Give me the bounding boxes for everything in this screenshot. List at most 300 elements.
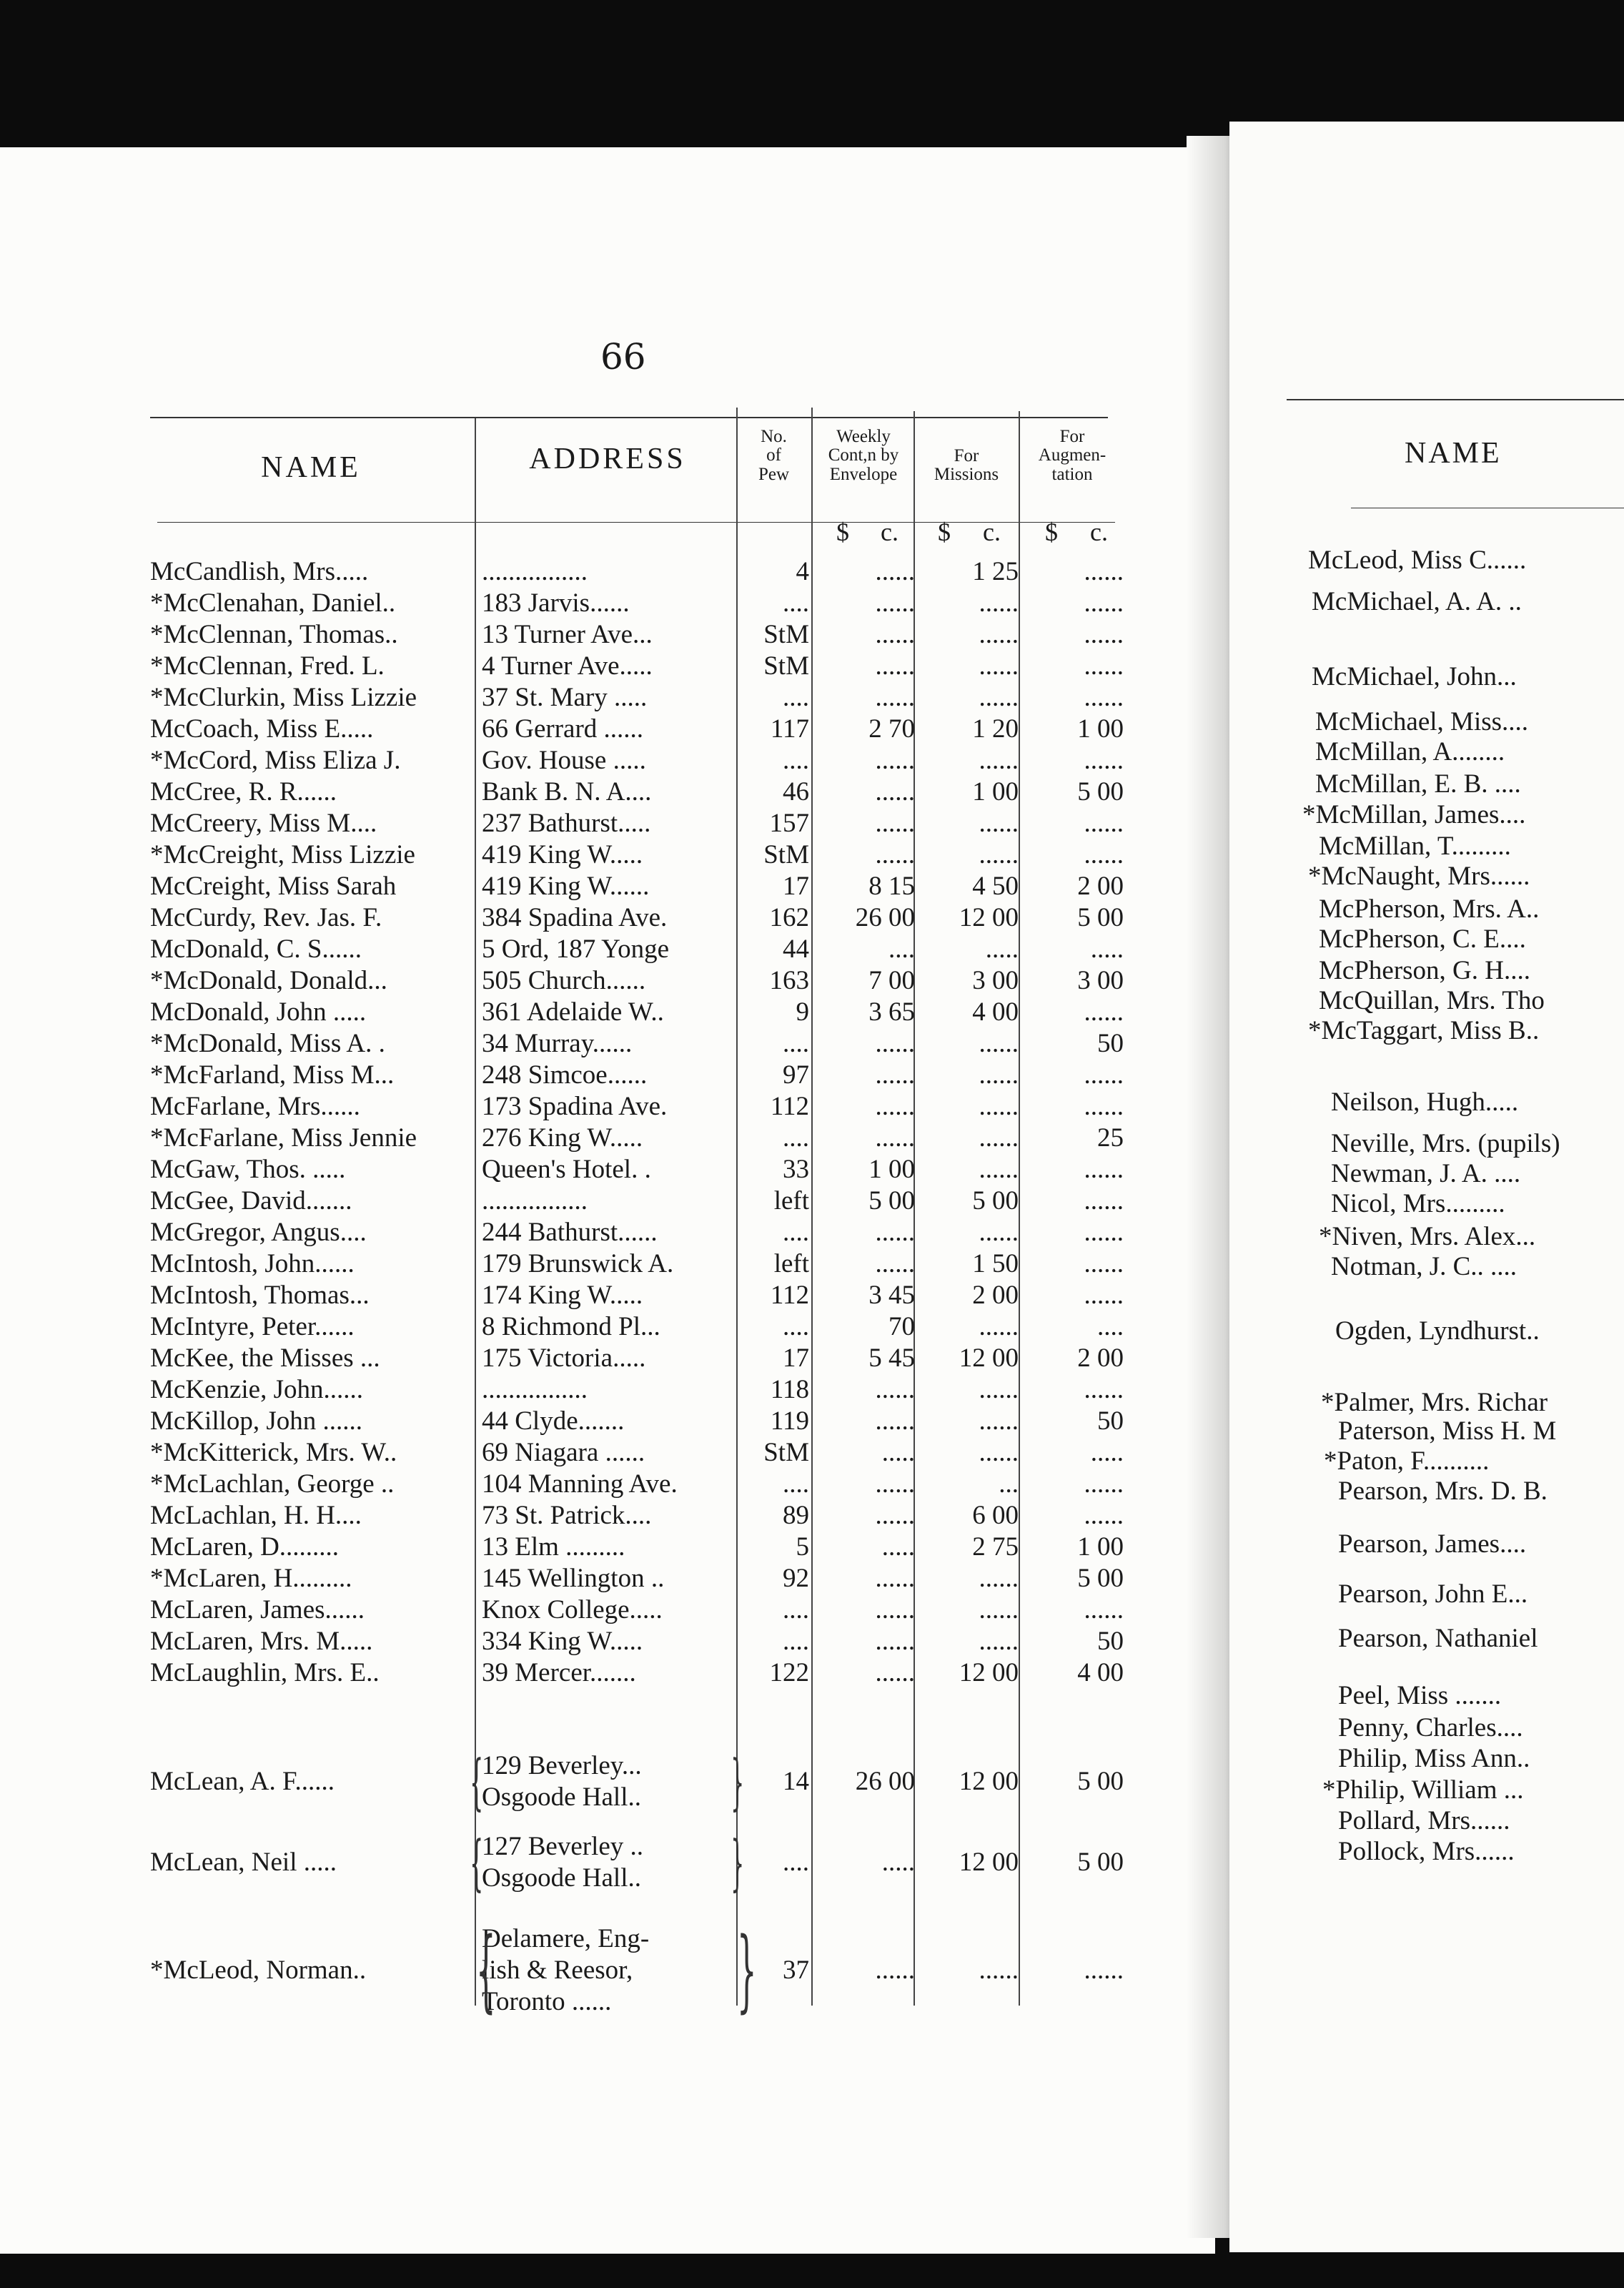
table-row: [0, 1406, 1215, 1437]
currency-cents: c.: [983, 518, 1001, 546]
cell-address: 44 Clyde.......: [482, 1406, 625, 1436]
cell-name: *McClurkin, Miss Lizzie: [150, 683, 417, 712]
cell-aug: .....: [1090, 935, 1124, 964]
cell-aug: ......: [1084, 651, 1124, 681]
left-brace: {: [470, 1828, 484, 1898]
table-row: [0, 839, 1215, 871]
cell-aug: 50: [1097, 1627, 1124, 1656]
cell-aug: ......: [1084, 746, 1124, 775]
right-list-item: Pollock, Mrs......: [1338, 1837, 1515, 1866]
cell-address: 69 Niagara ......: [482, 1438, 645, 1467]
table-row: [0, 1500, 1215, 1532]
left-brace: {: [470, 1747, 484, 1817]
page-number: 66: [600, 336, 646, 378]
cell-pew: StM: [763, 1438, 809, 1467]
cell-missions: ......: [979, 1956, 1019, 1985]
cell-missions: ......: [979, 746, 1019, 775]
cell-aug: ......: [1084, 1155, 1124, 1184]
cell-address: 183 Jarvis......: [482, 588, 630, 618]
cell-pew: ....: [783, 683, 809, 712]
cell-missions: 12 00: [959, 903, 1019, 932]
cell-name: McKillop, John ......: [150, 1406, 363, 1436]
right-list-item: Ogden, Lyndhurst..: [1335, 1316, 1540, 1346]
cell-missions: 3 00: [972, 966, 1019, 995]
cell-missions: ......: [979, 1312, 1019, 1341]
cell-address: Delamere, Eng-: [482, 1924, 650, 1953]
cell-weekly: ......: [875, 1375, 915, 1404]
right-list-item: McMillan, T.........: [1319, 832, 1511, 861]
cell-name: McIntosh, Thomas...: [150, 1281, 370, 1310]
cell-address: 419 King W.....: [482, 840, 643, 869]
table-row: [0, 808, 1215, 839]
right-list-item: Neville, Mrs. (pupils): [1331, 1129, 1560, 1158]
table-row: [0, 588, 1215, 619]
table-row: [0, 1154, 1215, 1185]
table-row: [0, 776, 1215, 808]
header-top-rule: [150, 417, 1108, 418]
cell-missions: 6 00: [972, 1501, 1019, 1530]
table-row: [0, 1248, 1215, 1280]
cell-missions: 2 00: [972, 1281, 1019, 1310]
cell-missions: ......: [979, 840, 1019, 869]
address-line: [0, 1782, 1215, 1813]
cell-address: Gov. House .....: [482, 746, 646, 775]
right-list-item: *McNaught, Mrs......: [1308, 862, 1530, 891]
table-row: [0, 934, 1215, 965]
cell-pew: ....: [783, 1627, 809, 1656]
header-pew: No. of Pew: [758, 427, 790, 484]
cell-aug: ......: [1084, 1186, 1124, 1216]
cell-pew: 5: [796, 1532, 809, 1562]
cell-name: McDonald, C. S......: [150, 935, 362, 964]
cell-address: 4 Turner Ave.....: [482, 651, 653, 681]
right-list-item: McMichael, John...: [1312, 662, 1517, 691]
cell-pew: ....: [783, 746, 809, 775]
cell-name: McLean, A. F......: [150, 1767, 335, 1796]
table-row: [0, 1469, 1215, 1500]
cell-pew: 14: [783, 1767, 809, 1796]
cell-address: Bank B. N. A....: [482, 777, 652, 807]
cell-missions: 12 00: [959, 1767, 1019, 1796]
cell-aug: 2 00: [1077, 872, 1124, 901]
cell-pew: 119: [770, 1406, 809, 1436]
cell-pew: StM: [763, 620, 809, 649]
cell-pew: ....: [783, 1595, 809, 1624]
cell-missions: 5 00: [972, 1186, 1019, 1216]
cell-name: McGee, David.......: [150, 1186, 352, 1216]
cell-name: McFarlane, Mrs......: [150, 1092, 360, 1121]
cell-name: *McDonald, Miss A. .: [150, 1029, 385, 1058]
cell-address: 276 King W.....: [482, 1123, 643, 1153]
cell-weekly: 26 00: [855, 1767, 915, 1796]
cell-aug: 5 00: [1077, 777, 1124, 807]
cell-pew: ....: [783, 1469, 809, 1499]
left-brace: {: [475, 1918, 496, 2022]
cell-address: 334 King W.....: [482, 1627, 643, 1656]
cell-missions: ...: [999, 1469, 1019, 1499]
table-row: [0, 1028, 1215, 1060]
cell-pew: 118: [770, 1375, 809, 1404]
cell-weekly: ......: [875, 746, 915, 775]
table-row: [0, 1374, 1215, 1406]
cell-weekly: ......: [875, 620, 915, 649]
cell-name: McIntyre, Peter......: [150, 1312, 355, 1341]
cell-name: McGaw, Thos. .....: [150, 1155, 346, 1184]
cell-address: 13 Elm .........: [482, 1532, 625, 1562]
cell-address: lish & Reesor,: [482, 1956, 633, 1985]
cell-name: McLaren, James......: [150, 1595, 365, 1624]
cell-pew: ....: [783, 1218, 809, 1247]
cell-pew: 122: [769, 1658, 809, 1687]
right-list-item: Nicol, Mrs.........: [1331, 1189, 1505, 1218]
right-list-item: McMillan, E. B. ....: [1315, 769, 1521, 799]
address-line: [0, 1986, 1215, 2018]
cell-address: 248 Simcoe......: [482, 1060, 648, 1090]
cell-missions: ......: [979, 1375, 1019, 1404]
currency-cents: c.: [881, 518, 898, 546]
cell-weekly: ......: [875, 1123, 915, 1153]
cell-aug: 5 00: [1077, 1848, 1124, 1877]
cell-aug: ....: [1097, 1312, 1124, 1341]
cell-address: Knox College.....: [482, 1595, 663, 1624]
cell-weekly: ....: [888, 935, 915, 964]
cell-weekly: ......: [875, 1658, 915, 1687]
cell-weekly: ......: [875, 1469, 915, 1499]
cell-pew: 117: [770, 714, 809, 744]
cell-missions: ......: [979, 588, 1019, 618]
cell-weekly: ......: [875, 1564, 915, 1593]
right-list-item: Pearson, Nathaniel: [1338, 1624, 1538, 1653]
right-list-item: McLeod, Miss C......: [1308, 546, 1527, 575]
cell-weekly: ......: [875, 651, 915, 681]
cell-name: McKee, the Misses ...: [150, 1343, 380, 1373]
right-list-item: McQuillan, Mrs. Tho: [1319, 986, 1545, 1015]
cell-pew: ....: [783, 1123, 809, 1153]
right-list-item: McMillan, A........: [1315, 737, 1505, 766]
cell-weekly: ......: [875, 840, 915, 869]
cell-aug: 1 00: [1077, 714, 1124, 744]
right-brace: }: [731, 1828, 745, 1898]
cell-pew: 112: [770, 1281, 809, 1310]
cell-name: McCree, R. R......: [150, 777, 337, 807]
right-list-item: Paterson, Miss H. M: [1338, 1416, 1557, 1446]
cell-address: ................: [482, 1186, 588, 1216]
cell-pew: 33: [783, 1155, 809, 1184]
right-list-item: McPherson, Mrs. A..: [1319, 894, 1540, 924]
cell-aug: 5 00: [1077, 903, 1124, 932]
table-row: [0, 1091, 1215, 1123]
header-bottom-rule: [157, 522, 1115, 523]
cell-name: *McFarlane, Miss Jennie: [150, 1123, 417, 1153]
cell-pew: 44: [783, 935, 809, 964]
cell-missions: 1 20: [972, 714, 1019, 744]
cell-aug: ......: [1084, 557, 1124, 586]
cell-weekly: ......: [875, 1956, 915, 1985]
cell-missions: 1 50: [972, 1249, 1019, 1278]
header-name: NAME: [261, 451, 361, 484]
table-row: [0, 1594, 1215, 1626]
cell-weekly: 2 70: [868, 714, 915, 744]
cell-address: Osgoode Hall..: [482, 1782, 641, 1812]
cell-address: 237 Bathurst.....: [482, 809, 651, 838]
cell-weekly: ......: [875, 1218, 915, 1247]
cell-weekly: ......: [875, 1595, 915, 1624]
cell-name: McLaren, D.........: [150, 1532, 340, 1562]
cell-missions: ......: [979, 1564, 1019, 1593]
table-row: [0, 1060, 1215, 1091]
cell-address: 129 Beverley...: [482, 1751, 642, 1780]
currency-dollar: $: [836, 518, 849, 546]
table-row: [0, 965, 1215, 997]
cell-missions: ......: [979, 1438, 1019, 1467]
currency-dollar: $: [938, 518, 951, 546]
cell-weekly: ......: [875, 1249, 915, 1278]
cell-weekly: ......: [875, 809, 915, 838]
cell-weekly: 3 65: [868, 997, 915, 1027]
cell-address: 73 St. Patrick....: [482, 1501, 652, 1530]
cell-name: McDonald, John .....: [150, 997, 367, 1027]
cell-aug: 1 00: [1077, 1532, 1124, 1562]
cell-address: 175 Victoria.....: [482, 1343, 646, 1373]
right-list-item: McMichael, Miss....: [1315, 707, 1529, 736]
table-row: [0, 997, 1215, 1028]
cell-address: 145 Wellington ..: [482, 1564, 665, 1593]
cell-aug: ......: [1084, 1060, 1124, 1090]
cell-aug: ......: [1084, 809, 1124, 838]
table-row: [0, 556, 1215, 588]
right-list-item: Peel, Miss .......: [1338, 1681, 1502, 1710]
cell-name: McCurdy, Rev. Jas. F.: [150, 903, 382, 932]
cell-name: McLean, Neil .....: [150, 1848, 337, 1877]
cell-name: *McClennan, Thomas..: [150, 620, 398, 649]
cell-aug: ......: [1084, 840, 1124, 869]
cell-address: Osgoode Hall..: [482, 1863, 641, 1893]
cell-aug: 50: [1097, 1406, 1124, 1436]
cell-pew: 112: [770, 1092, 809, 1121]
right-list-item: Neilson, Hugh.....: [1331, 1088, 1519, 1117]
cell-weekly: ......: [875, 588, 915, 618]
cell-aug: ......: [1084, 683, 1124, 712]
table-row: [0, 651, 1215, 682]
cell-aug: ......: [1084, 1281, 1124, 1310]
cell-weekly: ......: [875, 1029, 915, 1058]
cell-name: McLaughlin, Mrs. E..: [150, 1658, 380, 1687]
cell-name: McGregor, Angus....: [150, 1218, 367, 1247]
cell-weekly: ......: [875, 557, 915, 586]
cell-pew: ....: [783, 588, 809, 618]
cell-weekly: 8 15: [868, 872, 915, 901]
cell-missions: .....: [985, 935, 1019, 964]
table-row: [0, 902, 1215, 934]
header-augmentation: For Augmen- tation: [1038, 427, 1106, 484]
right-list-item: Philip, Miss Ann..: [1338, 1744, 1530, 1773]
cell-missions: 12 00: [959, 1658, 1019, 1687]
cell-address: 244 Bathurst......: [482, 1218, 658, 1247]
cell-name: *McCord, Miss Eliza J.: [150, 746, 401, 775]
cell-aug: ......: [1084, 588, 1124, 618]
cell-aug: ......: [1084, 1249, 1124, 1278]
cell-name: McCandlish, Mrs.....: [150, 557, 369, 586]
cell-aug: ......: [1084, 1092, 1124, 1121]
cell-weekly: ......: [875, 1501, 915, 1530]
cell-address: 5 Ord, 187 Yonge: [482, 935, 670, 964]
cell-name: McLaren, Mrs. M.....: [150, 1627, 373, 1656]
cell-pew: 162: [769, 903, 809, 932]
cell-aug: 2 00: [1077, 1343, 1124, 1373]
address-line: [0, 1955, 1215, 1986]
address-line: [0, 1923, 1215, 1955]
cell-aug: 5 00: [1077, 1564, 1124, 1593]
currency-cents: c.: [1090, 518, 1108, 546]
cell-pew: StM: [763, 840, 809, 869]
cell-missions: ......: [979, 651, 1019, 681]
right-list-item: Pearson, John E...: [1338, 1579, 1528, 1609]
header-address: ADDRESS: [529, 443, 686, 475]
cell-pew: StM: [763, 651, 809, 681]
cell-aug: 25: [1097, 1123, 1124, 1153]
cell-weekly: 5 00: [868, 1186, 915, 1216]
cell-aug: ......: [1084, 997, 1124, 1027]
table-row: [0, 1532, 1215, 1563]
right-brace: }: [731, 1747, 745, 1817]
cell-pew: 157: [769, 809, 809, 838]
table-row: [0, 1437, 1215, 1469]
cell-weekly: 1 00: [868, 1155, 915, 1184]
cell-address: ................: [482, 557, 588, 586]
cell-weekly: .....: [881, 1532, 915, 1562]
cell-missions: ......: [979, 1155, 1019, 1184]
cell-missions: ......: [979, 1029, 1019, 1058]
right-list-item: *Philip, William ...: [1322, 1775, 1524, 1805]
cell-missions: ......: [979, 683, 1019, 712]
cell-pew: 17: [783, 872, 809, 901]
cell-address: 179 Brunswick A.: [482, 1249, 674, 1278]
cell-pew: 9: [796, 997, 809, 1027]
address-line: [0, 1863, 1215, 1894]
right-list-item: *Palmer, Mrs. Richar: [1321, 1388, 1548, 1417]
cell-weekly: 5 45: [868, 1343, 915, 1373]
cell-address: 13 Turner Ave...: [482, 620, 653, 649]
cell-missions: 1 25: [972, 557, 1019, 586]
table-row: [0, 1280, 1215, 1311]
cell-missions: 4 50: [972, 872, 1019, 901]
cell-pew: left: [773, 1186, 809, 1216]
cell-aug: 3 00: [1077, 966, 1124, 995]
cell-missions: ......: [979, 1123, 1019, 1153]
cell-name: *McFarland, Miss M...: [150, 1060, 395, 1090]
cell-missions: 1 00: [972, 777, 1019, 807]
cell-name: McCreery, Miss M....: [150, 809, 377, 838]
table-row: [0, 682, 1215, 714]
cell-weekly: 26 00: [855, 903, 915, 932]
cell-aug: ......: [1084, 1501, 1124, 1530]
header-weekly: Weekly Cont,n by Envelope: [828, 427, 899, 484]
cell-aug: ......: [1084, 1375, 1124, 1404]
table-row: [0, 1123, 1215, 1154]
cell-weekly: 3 45: [868, 1281, 915, 1310]
right-header-name: NAME: [1405, 437, 1502, 470]
cell-pew: ....: [783, 1312, 809, 1341]
cell-address: 39 Mercer.......: [482, 1658, 636, 1687]
cell-missions: ......: [979, 620, 1019, 649]
cell-pew: 163: [769, 966, 809, 995]
cell-missions: 4 00: [972, 997, 1019, 1027]
cell-aug: 50: [1097, 1029, 1124, 1058]
cell-weekly: .....: [881, 1848, 915, 1877]
cell-aug: ......: [1084, 1469, 1124, 1499]
cell-address: 127 Beverley ..: [482, 1832, 644, 1861]
cell-missions: 12 00: [959, 1848, 1019, 1877]
cell-address: 174 King W.....: [482, 1281, 643, 1310]
cell-name: McLachlan, H. H....: [150, 1501, 362, 1530]
table-row: [0, 1343, 1215, 1374]
cell-pew: ....: [783, 1029, 809, 1058]
cell-missions: ......: [979, 1060, 1019, 1090]
cell-address: 66 Gerrard ......: [482, 714, 644, 744]
cell-missions: 2 75: [972, 1532, 1019, 1562]
cell-missions: ......: [979, 1218, 1019, 1247]
cell-aug: ......: [1084, 1218, 1124, 1247]
cell-pew: 92: [783, 1564, 809, 1593]
cell-weekly: ......: [875, 1060, 915, 1090]
right-list-item: McPherson, C. E....: [1319, 924, 1526, 954]
cell-weekly: 7 00: [868, 966, 915, 995]
cell-name: *McLeod, Norman..: [150, 1956, 367, 1985]
cell-address: 384 Spadina Ave.: [482, 903, 668, 932]
table-row: [0, 745, 1215, 776]
right-list-item: McPherson, G. H....: [1319, 956, 1530, 985]
cell-aug: ......: [1084, 1595, 1124, 1624]
right-list-item: Penny, Charles....: [1338, 1713, 1523, 1742]
cell-name: *McKitterick, Mrs. W..: [150, 1438, 397, 1467]
cell-name: McIntosh, John......: [150, 1249, 355, 1278]
cell-aug: ......: [1084, 1956, 1124, 1985]
table-row: [0, 1657, 1215, 1689]
right-list-item: McMichael, A. A. ..: [1312, 587, 1522, 616]
cell-pew: 17: [783, 1343, 809, 1373]
table-row: [0, 1185, 1215, 1217]
cell-address: 505 Church......: [482, 966, 646, 995]
cell-address: 8 Richmond Pl...: [482, 1312, 660, 1341]
cell-name: *McLachlan, George ..: [150, 1469, 395, 1499]
right-list-item: *McTaggart, Miss B..: [1308, 1016, 1540, 1045]
cell-name: *McLaren, H.........: [150, 1564, 352, 1593]
cell-missions: ......: [979, 1406, 1019, 1436]
table-row: [0, 1626, 1215, 1657]
cell-weekly: .....: [881, 1438, 915, 1467]
right-list-item: *Paton, F..........: [1324, 1446, 1490, 1476]
currency-dollar: $: [1045, 518, 1058, 546]
right-list-item: Pollard, Mrs......: [1338, 1806, 1510, 1835]
cell-address: ................: [482, 1375, 588, 1404]
cell-weekly: 70: [888, 1312, 915, 1341]
table-row: [0, 1217, 1215, 1248]
cell-name: *McClenahan, Daniel..: [150, 588, 396, 618]
cell-missions: ......: [979, 809, 1019, 838]
right-list-item: Pearson, James....: [1338, 1529, 1527, 1559]
table-row: [0, 871, 1215, 902]
cell-pew: left: [773, 1249, 809, 1278]
cell-address: Queen's Hotel. .: [482, 1155, 651, 1184]
cell-address: 104 Manning Ave.: [482, 1469, 678, 1499]
header-missions: For Missions: [934, 446, 999, 485]
right-list-item: *McMillan, James....: [1302, 800, 1526, 829]
cell-aug: .....: [1090, 1438, 1124, 1467]
cell-pew: 4: [796, 557, 809, 586]
cell-weekly: ......: [875, 777, 915, 807]
cell-address: Toronto ......: [482, 1987, 612, 2016]
cell-name: *McClennan, Fred. L.: [150, 651, 385, 681]
